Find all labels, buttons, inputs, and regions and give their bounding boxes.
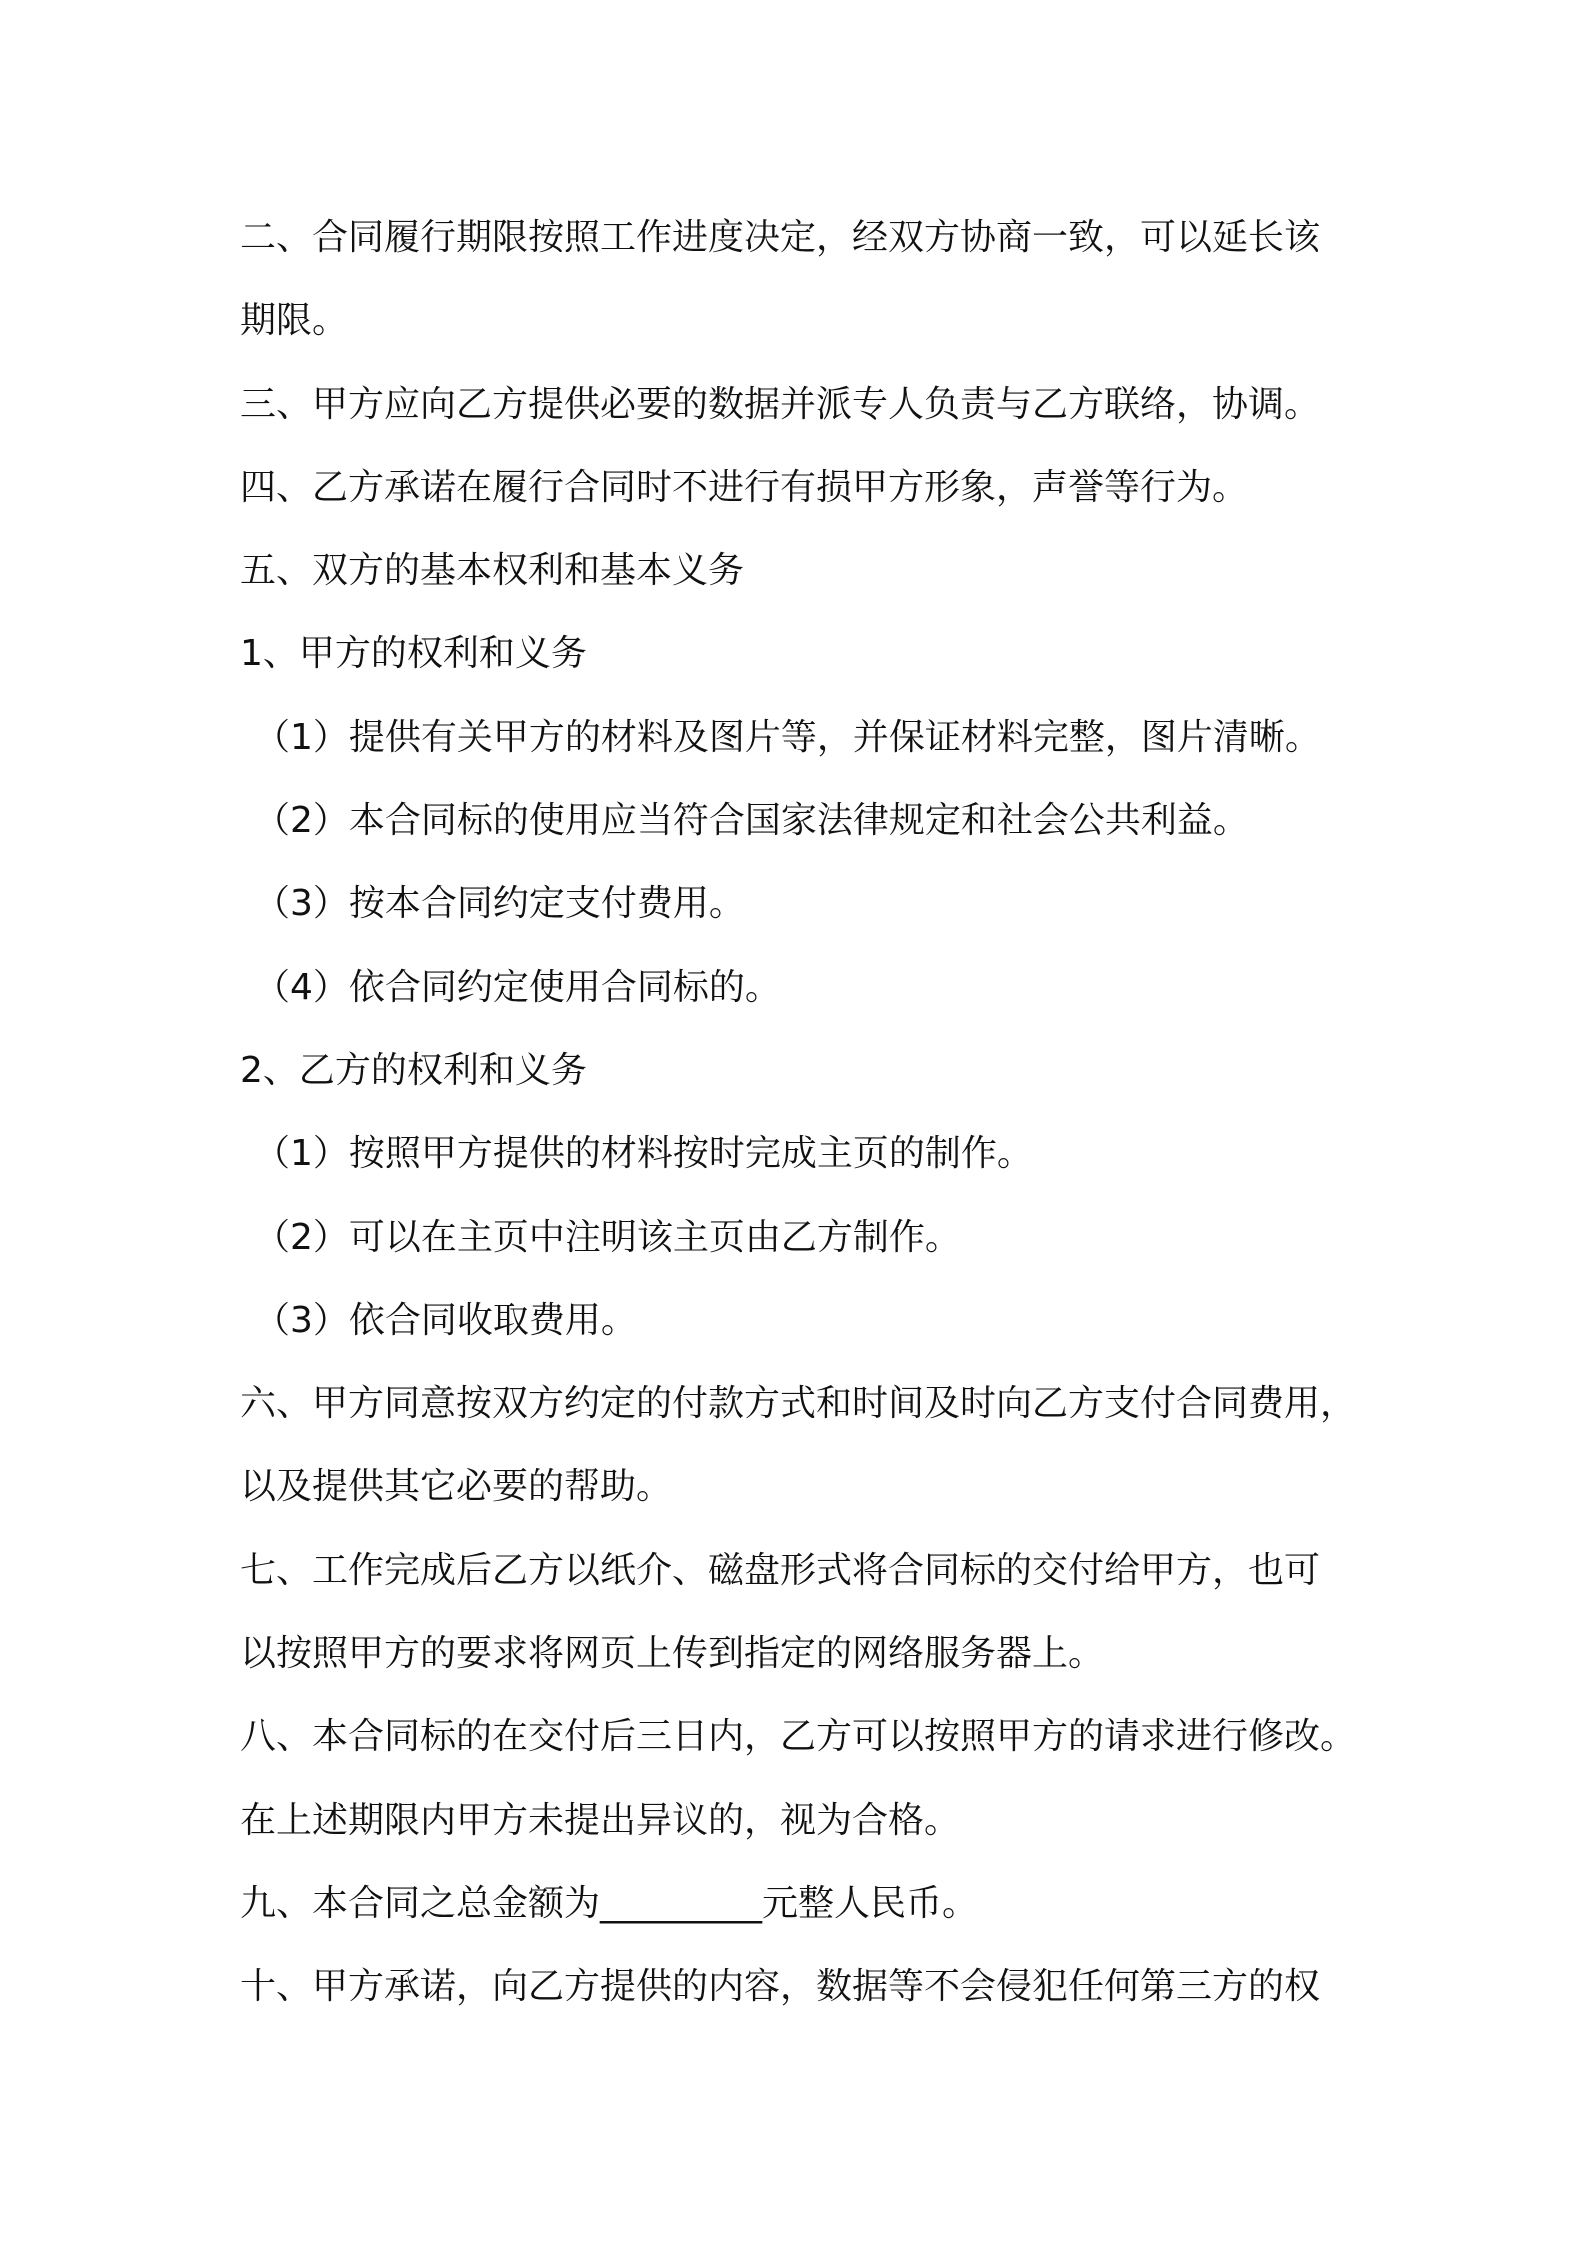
clause-9: 九、本合同之总金额为_________元整人民币。 bbox=[240, 1882, 979, 1924]
party-b-item-1: （1）按照甲方提供的材料按时完成主页的制作。 bbox=[254, 1133, 1033, 1175]
clause-4: 四、乙方承诺在履行合同时不进行有损甲方形象，声誉等行为。 bbox=[240, 466, 1249, 508]
clause-8-line-1: 八、本合同标的在交付后三日内，乙方可以按照甲方的请求进行修改。 bbox=[240, 1716, 1357, 1758]
clause-7-line-2: 以按照甲方的要求将网页上传到指定的网络服务器上。 bbox=[240, 1633, 1105, 1675]
clause-3: 三、甲方应向乙方提供必要的数据并派专人负责与乙方联络，协调。 bbox=[240, 383, 1321, 425]
party-a-heading: 1、甲方的权利和义务 bbox=[240, 633, 587, 675]
clause-10-line-1: 十、甲方承诺，向乙方提供的内容，数据等不会侵犯任何第三方的权 bbox=[240, 1966, 1321, 2008]
party-a-item-3: （3）按本合同约定支付费用。 bbox=[254, 883, 745, 925]
clause-2-line-2: 期限。 bbox=[240, 300, 349, 342]
clause-2-line-1: 二、合同履行期限按照工作进度决定，经双方协商一致，可以延长该 bbox=[240, 217, 1321, 258]
party-b-item-2: （2）可以在主页中注明该主页由乙方制作。 bbox=[254, 1216, 961, 1258]
clause-5-heading: 五、双方的基本权利和基本义务 bbox=[240, 550, 745, 592]
clause-8-line-2: 在上述期限内甲方未提出异议的，视为合格。 bbox=[240, 1799, 961, 1841]
party-b-item-3: （3）依合同收取费用。 bbox=[254, 1299, 637, 1341]
clause-6-line-1: 六、甲方同意按双方约定的付款方式和时间及时向乙方支付合同费用， bbox=[240, 1383, 1357, 1425]
clause-7-line-1: 七、工作完成后乙方以纸介、磁盘形式将合同标的交付给甲方，也可 bbox=[240, 1549, 1321, 1591]
party-a-item-4: （4）依合同约定使用合同标的。 bbox=[254, 966, 781, 1008]
clause-6-line-2: 以及提供其它必要的帮助。 bbox=[240, 1466, 673, 1508]
party-a-item-2: （2）本合同标的使用应当符合国家法律规定和社会公共利益。 bbox=[254, 800, 1249, 842]
contract-text bbox=[240, 196, 1380, 2029]
party-b-heading: 2、乙方的权利和义务 bbox=[240, 1049, 587, 1091]
party-a-item-1: （1）提供有关甲方的材料及图片等，并保证材料完整，图片清晰。 bbox=[254, 716, 1321, 758]
